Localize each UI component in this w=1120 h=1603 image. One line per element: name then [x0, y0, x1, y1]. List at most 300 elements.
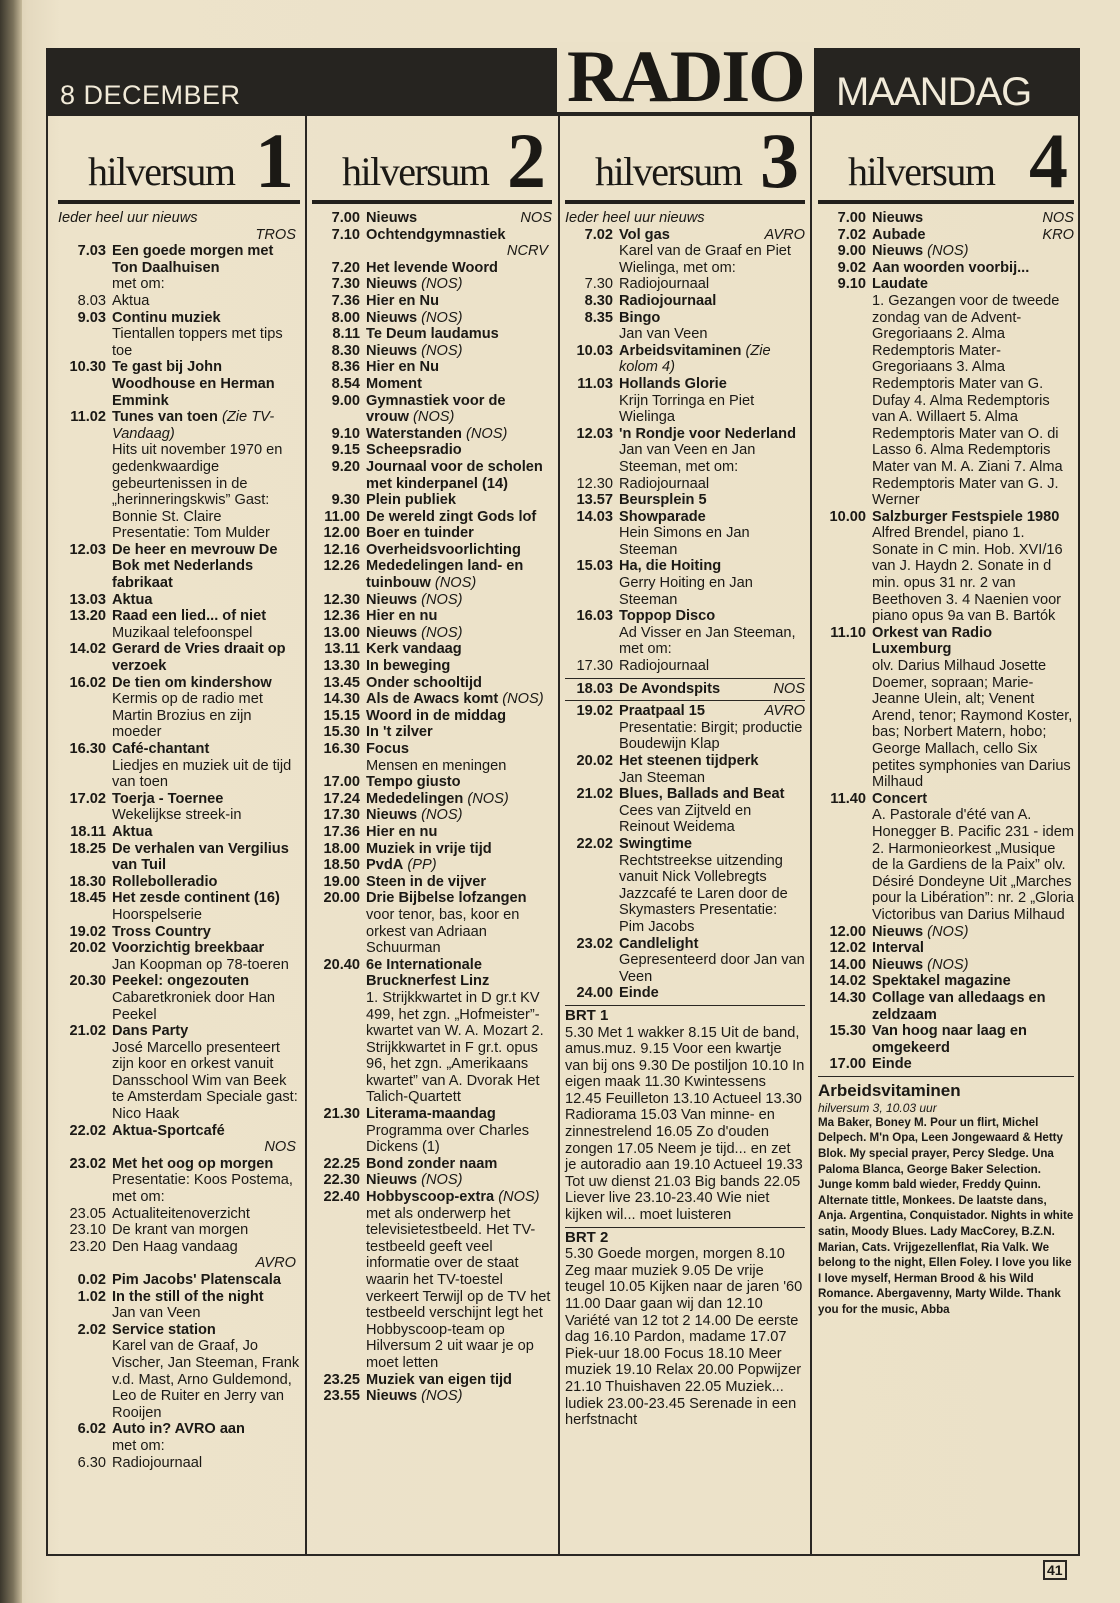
program-body [112, 841, 300, 874]
program-time: 22.25 [323, 1155, 360, 1172]
program-entry [818, 791, 1074, 924]
column-hilversum-4 [818, 117, 1074, 1540]
station-name: hilversum [595, 149, 742, 194]
page-header [46, 36, 1080, 118]
program-title: Tross Country [112, 923, 211, 940]
program-entry [818, 990, 1074, 1023]
program-description: Jan van Veen [112, 1305, 201, 1322]
program-body [366, 592, 552, 609]
program-entry [565, 985, 805, 1002]
program-entry [312, 1172, 552, 1189]
program-note: (NOS) [502, 691, 544, 708]
program-time: 22.02 [69, 1122, 106, 1139]
program-entry [565, 786, 805, 836]
aside-subtitle: hilversum 3, 10.03 uur [818, 1100, 937, 1115]
program-title: Nieuws [366, 1172, 418, 1189]
program-body [872, 957, 1074, 974]
program-entry [58, 1322, 300, 1422]
program-description: Programma over Charles Dickens (1) [366, 1122, 530, 1156]
broadcaster-tag: NOS [773, 680, 805, 697]
program-note: (Zie TV-Vandaag) [112, 409, 275, 442]
program-title: Waterstanden [366, 425, 462, 442]
program-time: 12.16 [323, 541, 360, 558]
program-body [366, 708, 552, 725]
program-time: 18.50 [323, 857, 360, 874]
program-entry [312, 509, 552, 526]
program-entry [818, 973, 1074, 990]
program-title: Radiojournaal [619, 475, 710, 492]
program-body [366, 890, 552, 956]
program-time: 23.02 [69, 1155, 106, 1172]
program-body [366, 791, 552, 808]
program-title: Mededelingen [366, 790, 464, 807]
program-title: Radiojournaal [112, 1454, 203, 1471]
program-entry [58, 310, 300, 360]
program-title: Mededelingen land- en tuinbouw [366, 558, 524, 592]
program-list [312, 210, 552, 1405]
program-entry [312, 625, 552, 642]
program-time: 7.20 [331, 259, 360, 276]
program-time: 9.00 [331, 392, 360, 409]
program-body [872, 990, 1074, 1023]
program-entry [818, 1056, 1074, 1073]
program-entry [312, 724, 552, 741]
program-time: 8.36 [331, 359, 360, 376]
program-title: Boer en tuinder [366, 525, 474, 542]
program-time: 8.11 [332, 326, 360, 343]
program-time: 23.20 [69, 1238, 106, 1255]
program-note: (NOS) [498, 1189, 540, 1206]
program-description: 1. Gezangen voor de tweede zondag van de Advent-Gregoriaans 2. Alma Redemptoris Mater-Gregoriaans 3. Alma Redemptoris Mater van G. Dufay 4. Alma Redemptoris van A. Willaert 5. Alma Redemptoris Mater van O. di Lasso 6. Alma Redemptoris Mater van M. A. Ziani 7. Alma Redemptoris Mater van G. J. Werner [872, 292, 1063, 509]
program-title: Aktua [112, 823, 153, 840]
program-body [366, 542, 552, 559]
program-time: 9.03 [77, 309, 106, 326]
program-time: 18.03 [576, 680, 613, 697]
program-title: Nieuws [366, 1388, 418, 1405]
divider [565, 678, 805, 679]
program-entry [312, 890, 552, 956]
program-title: Hier en nu [366, 823, 438, 840]
program-description: Presentatie: Birgit; productie Boudewijn Klap [619, 719, 803, 753]
program-body [366, 359, 552, 376]
program-body [112, 310, 300, 360]
program-body [366, 426, 552, 443]
program-note: (NOS) [927, 923, 969, 940]
program-entry [565, 509, 805, 559]
program-entry [312, 824, 552, 841]
program-body [112, 940, 300, 973]
program-body [872, 276, 1074, 508]
program-description: A. Pastorale d'été van A. Honegger B. Pacific 231 - idem 2. Harmonieorkest „Musique de la Gardiens de la Paix” olv. Désiré Dondeyne Uit „Marches pour la Libération”: nr. 2 „Gloria Victoribus van Darius Milhaud [872, 807, 1074, 923]
program-body [872, 210, 1074, 227]
program-entry [818, 276, 1074, 508]
program-body [112, 924, 300, 941]
program-entry [58, 1421, 300, 1454]
station-number: 2 [507, 117, 546, 204]
program-time: 12.02 [829, 940, 866, 957]
program-body [112, 641, 300, 674]
program-title: Onder schooltijd [366, 674, 482, 691]
program-description: Jan van Veen [619, 326, 708, 343]
program-body [366, 774, 552, 791]
program-time: 18.30 [69, 873, 106, 890]
divider [565, 1227, 805, 1228]
program-description: Alfred Brendel, piano 1. Sonate in C min. Hob. XVI/16 van J. Haydn 2. Sonate in d min. opus 31 nr. 2 van Beethoven 3. 4 Naenien voor piano opus 9a van B. Bartók [872, 525, 1063, 625]
program-time: 11.40 [830, 790, 866, 807]
program-title: Muziek van eigen tijd [366, 1371, 512, 1388]
program-body [366, 525, 552, 542]
program-time: 18.11 [70, 823, 106, 840]
aside-title: Arbeidsvitaminen [818, 1080, 961, 1100]
program-entry [818, 924, 1074, 941]
program-entry [818, 227, 1074, 244]
program-time: 6.02 [77, 1421, 106, 1438]
program-entry [312, 841, 552, 858]
program-title: Hier en Nu [366, 359, 439, 376]
program-title: Aubade [872, 226, 926, 243]
program-entry [565, 376, 805, 426]
program-entry [565, 681, 805, 698]
program-entry [312, 691, 552, 708]
program-entry [58, 641, 300, 674]
program-body [619, 985, 805, 1002]
divider [818, 1076, 1074, 1077]
program-entry [58, 1156, 300, 1206]
program-description: met om: [112, 1437, 165, 1454]
program-title: Focus [366, 741, 409, 757]
program-time: 17.24 [323, 790, 360, 807]
program-time: 6.30 [77, 1454, 106, 1471]
program-title: 'n Rondje voor Nederland [619, 425, 796, 442]
program-entry [565, 658, 805, 675]
program-title: Hobbyscoop-extra [366, 1189, 495, 1206]
program-title: Als de Awacs komt [366, 691, 499, 708]
program-description: Liedjes en muziek uit de tijd van toen [112, 757, 292, 791]
program-body [366, 310, 552, 327]
program-time: 0.02 [77, 1272, 106, 1288]
header-title: RADIO [557, 42, 814, 112]
brt1-block [565, 1005, 805, 1224]
program-body [366, 276, 552, 293]
program-time: 12.00 [829, 923, 866, 940]
program-body [112, 1421, 300, 1454]
program-entry [818, 625, 1074, 791]
program-body [112, 542, 300, 592]
program-time: 9.10 [837, 276, 866, 293]
program-time: 7.10 [331, 226, 360, 243]
program-body [366, 227, 552, 244]
column-divider [558, 116, 560, 1556]
column-divider [810, 116, 812, 1556]
program-entry [312, 359, 552, 376]
program-description: Gepresenteerd door Jan van Veen [619, 952, 805, 985]
program-time: 19.02 [576, 703, 613, 720]
program-time: 12.03 [69, 541, 106, 558]
program-body [872, 260, 1074, 277]
program-time: 12.36 [323, 608, 360, 625]
program-time: 11.03 [577, 375, 613, 392]
program-title: In the still of the night [112, 1288, 264, 1305]
program-time: 8.54 [331, 375, 360, 392]
program-body [872, 1023, 1074, 1056]
program-title: Aktua [112, 591, 153, 608]
column-hilversum-2 [312, 117, 552, 1540]
program-time: 7.30 [331, 276, 360, 293]
program-list [818, 210, 1074, 1073]
program-description: Muzikaal telefoonspel [112, 624, 253, 641]
program-time: 7.02 [584, 226, 613, 243]
program-body [366, 1372, 552, 1389]
page-binding [0, 0, 22, 1603]
program-time: 15.03 [576, 558, 613, 575]
program-title: Voorzichtig breekbaar [112, 940, 265, 957]
program-title: Drie Bijbelse lofzangen [366, 890, 527, 907]
program-title: Hier en Nu [366, 292, 439, 309]
program-body [366, 608, 552, 625]
program-body [366, 492, 552, 509]
program-description: Rechtstreekse uitzending vanuit Nick Vollebregts Jazzcafé te Laren door de Skymasters Presentatie: Pim Jacobs [619, 852, 788, 935]
program-time: 7.03 [77, 243, 106, 260]
program-body [366, 874, 552, 891]
program-entry [818, 957, 1074, 974]
program-entry [58, 1222, 300, 1239]
program-entry [58, 293, 300, 310]
program-time: 7.02 [837, 226, 866, 243]
program-body [619, 492, 805, 509]
broadcaster-tag: KRO [1042, 226, 1074, 243]
program-title: Toppop Disco [619, 608, 716, 625]
program-entry [58, 608, 300, 641]
station-heading [58, 117, 300, 204]
program-title: Nieuws [872, 243, 924, 260]
program-title: Blues, Ballads and Beat [619, 786, 785, 803]
brt1-text: 5.30 Met 1 wakker 8.15 Uit de band, amus.muz. 9.15 Voor een kwartje van bij ons 9.30 De postiljon 10.10 In eigen maak 11.30 Kwintessens 12.45 Feuilleton 13.10 Actueel 13.30 Radiorama 15.03 Van minne- en zinnestrelend 16.05 Zo d'ouden zongen 17.05 Neem je tijd... en zet je autoradio aan 19.10 Actueel 19.33 Tot uw dienst 21.03 Big bands 22.05 Liever live 23.10-23.40 Wie niet kijken wil... moet luisteren [565, 1024, 805, 1224]
program-body [619, 376, 805, 426]
program-time: 14.02 [829, 973, 866, 990]
program-time: 16.30 [69, 741, 106, 757]
program-note: (NOS) [927, 243, 969, 260]
program-note: (NOS) [421, 342, 463, 359]
program-time: 8.30 [584, 292, 613, 309]
program-title: Nieuws [366, 624, 418, 641]
program-entry [58, 940, 300, 973]
program-description: Kermis op de radio met Martin Brozius en zijn moeder [112, 691, 263, 741]
program-title: Aktua-Sportcafé [112, 1122, 225, 1139]
program-entry [312, 276, 552, 293]
program-body [366, 824, 552, 841]
program-title: Vol gas [619, 226, 670, 243]
program-body [112, 973, 300, 1023]
program-time: 22.40 [323, 1189, 360, 1206]
program-entry [58, 675, 300, 741]
program-note: (NOS) [421, 591, 463, 608]
program-time: 21.02 [576, 786, 613, 803]
divider [565, 700, 805, 701]
program-title: Ochtendgymnastiek [366, 226, 506, 243]
program-title: Moment [366, 375, 422, 392]
program-time: 16.03 [576, 608, 613, 625]
program-time: 10.03 [576, 342, 613, 359]
program-time: 11.02 [70, 409, 106, 426]
program-body [619, 703, 805, 753]
program-body [112, 1156, 300, 1206]
program-body [619, 426, 805, 476]
program-description: Tientallen toppers met tips toe [112, 326, 283, 359]
program-title: Radiojournaal [619, 276, 710, 293]
program-entry [818, 1023, 1074, 1056]
program-entry [312, 1106, 552, 1156]
program-entry [565, 608, 805, 658]
program-entry [818, 210, 1074, 227]
program-entry [312, 791, 552, 808]
program-title: Nieuws [366, 276, 418, 293]
program-body [112, 890, 300, 923]
program-entry [565, 276, 805, 293]
program-time: 12.30 [576, 475, 613, 492]
program-title: Showparade [619, 508, 706, 525]
program-note: (NOS) [421, 276, 463, 293]
program-title: Candlelight [619, 935, 699, 952]
program-time: 9.20 [331, 458, 360, 475]
program-body [872, 791, 1074, 924]
program-time: 10.00 [829, 508, 866, 525]
program-body [366, 376, 552, 393]
program-body [872, 1056, 1074, 1073]
program-body [112, 359, 300, 409]
program-title: Nieuws [872, 956, 924, 973]
program-entry [58, 874, 300, 891]
program-title: Toerja - Toernee [112, 790, 224, 807]
program-body [112, 409, 300, 542]
program-time: 15.15 [323, 707, 360, 724]
program-title: Bond zonder naam [366, 1155, 498, 1172]
program-body [112, 741, 300, 791]
program-description: Karel van de Graaf en Piet Wielinga, met om: [619, 243, 791, 276]
program-time: 14.00 [829, 956, 866, 973]
program-title: Peekel: ongezouten [112, 973, 250, 990]
program-title: De wereld zingt Gods lof [366, 508, 537, 525]
program-body [872, 940, 1074, 957]
program-entry [312, 1156, 552, 1173]
program-title: Concert [872, 790, 928, 807]
program-body [366, 807, 552, 824]
program-entry [312, 741, 552, 774]
program-entry [58, 359, 300, 409]
program-entry [818, 260, 1074, 277]
program-entry [312, 343, 552, 360]
program-title: Nieuws [872, 923, 924, 940]
program-title: Met het oog op morgen [112, 1155, 274, 1172]
program-entry [58, 973, 300, 1023]
program-time: 15.30 [829, 1023, 866, 1040]
program-entry [565, 558, 805, 608]
program-entry [312, 376, 552, 393]
program-body [872, 227, 1074, 244]
program-entry [312, 857, 552, 874]
broadcaster-label: NOS [264, 1139, 296, 1156]
program-title: Nieuws [366, 342, 418, 359]
program-time: 8.30 [331, 342, 360, 359]
program-title: Gymnastiek voor de vrouw [366, 392, 506, 426]
program-title: Beursplein 5 [619, 492, 707, 509]
program-time: 11.00 [324, 508, 360, 525]
station-heading [818, 117, 1074, 204]
broadcaster-tag: NOS [520, 210, 552, 226]
program-body [112, 1272, 300, 1289]
program-time: 8.03 [77, 292, 106, 309]
program-time: 12.26 [323, 558, 360, 575]
program-title: Tempo giusto [366, 774, 461, 791]
program-entry [58, 243, 300, 293]
program-entry [312, 1388, 552, 1405]
program-entry [312, 1372, 552, 1389]
program-description: Presentatie: Koos Postema, met om: [112, 1172, 293, 1206]
broadcaster-tag: AVRO [764, 703, 805, 720]
program-body [366, 957, 552, 1106]
program-body [619, 558, 805, 608]
news-note: Ieder heel uur nieuws [565, 210, 705, 226]
program-entry [565, 492, 805, 509]
program-time: 20.30 [69, 973, 106, 990]
program-description: Karel van de Graaf, Jo Vischer, Jan Steeman, Frank v.d. Mast, Arno Guldemond, Leo de Ruiter en Jerry van Rooijen [112, 1338, 300, 1421]
program-entry [312, 260, 552, 277]
program-time: 9.30 [331, 492, 360, 509]
program-entry [58, 890, 300, 923]
program-title: Literama-maandag [366, 1106, 496, 1123]
program-time: 17.02 [69, 790, 106, 807]
program-body [366, 210, 552, 227]
program-title: Journaal voor de scholen met kinderpanel (14) [366, 458, 543, 492]
program-body [366, 1172, 552, 1189]
program-description: Hein Simons en Jan Steeman [619, 525, 750, 558]
program-title: Hier en nu [366, 608, 438, 625]
program-time: 18.45 [69, 890, 106, 907]
program-entry [312, 874, 552, 891]
program-title: Orkest van Radio Luxemburg [872, 624, 993, 658]
program-description: voor tenor, bas, koor en orkest van Adriaan Schuurman [366, 906, 520, 957]
program-title: Nieuws [366, 807, 418, 824]
program-title: De krant van morgen [112, 1222, 249, 1239]
program-title: Nieuws [872, 210, 924, 226]
program-body [619, 836, 805, 936]
station-number: 4 [1029, 117, 1068, 204]
program-entry [818, 243, 1074, 260]
brt2-text: 5.30 Goede morgen, morgen 8.10 Zeg maar muziek 9.05 De vrije teugel 10.05 Kijken naar de jaren '60 11.00 Daar gaan wij dan 12.10 Variété van 12 tot 2 14.00 De eerste dag 16.10 Pardon, madame 17.07 Piek-uur 18.00 Focus 18.10 Meer muziek 19.10 Relax 20.00 Popwijzer 21.10 Thuishaven 22.05 Muziek... ludiek 23.00-23.45 Serenade in een herfstnacht [565, 1246, 803, 1429]
program-body [366, 658, 552, 675]
program-time: 17.00 [829, 1056, 866, 1073]
program-body [112, 1222, 300, 1239]
program-time: 8.35 [584, 309, 613, 326]
program-note: (NOS) [421, 807, 463, 824]
program-body [366, 724, 552, 741]
program-description: Gerry Hoiting en Jan Steeman [619, 575, 753, 608]
program-title: Het levende Woord [366, 259, 498, 276]
program-title: Bingo [619, 309, 661, 326]
program-time: 16.30 [323, 741, 360, 757]
program-title: In 't zilver [366, 724, 433, 741]
program-time: 22.02 [576, 835, 613, 852]
program-note: (PP) [407, 857, 437, 874]
program-time: 21.30 [323, 1106, 360, 1123]
program-entry [58, 1289, 300, 1322]
program-time: 19.02 [69, 923, 106, 940]
program-title: Spektakel magazine [872, 973, 1011, 990]
program-time: 17.36 [323, 823, 360, 840]
program-entry [312, 774, 552, 791]
program-title: Nieuws [366, 591, 418, 608]
program-entry [565, 343, 805, 376]
program-title: Muziek in vrije tijd [366, 840, 492, 857]
